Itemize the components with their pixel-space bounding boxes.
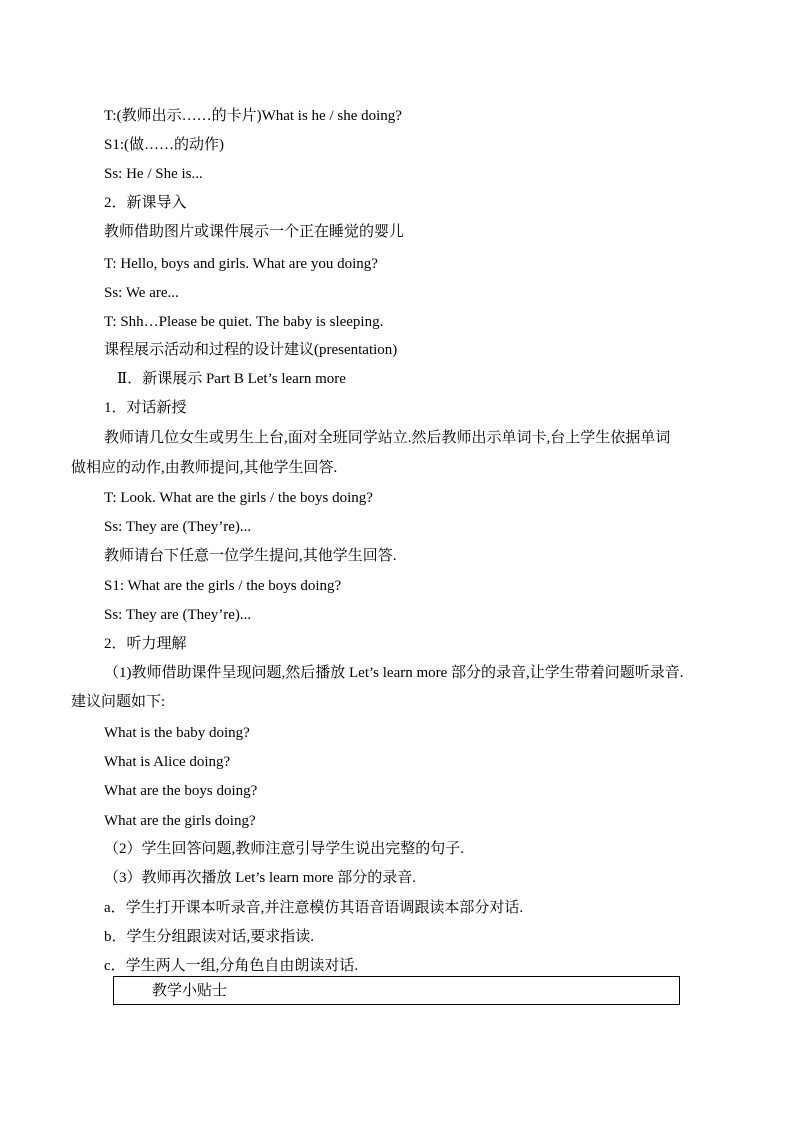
section-heading: 1．对话新授 [104, 400, 187, 416]
text-line: T: Shh…Please be quiet. The baby is sleeping. [104, 314, 384, 330]
text-line: What are the boys doing? [104, 783, 258, 799]
text-line: （2）学生回答问题,教师注意引导学生说出完整的句子. [104, 841, 465, 857]
text-line: 做相应的动作,由教师提问,其他学生回答. [71, 460, 338, 476]
text-line: What are the girls doing? [104, 813, 256, 829]
text-line: S1:(做……的动作) [104, 137, 225, 153]
section-heading: Ⅱ．新课展示 Part B Let’s learn more [117, 371, 346, 387]
text-line: T: Look. What are the girls / the boys doing? [104, 490, 373, 506]
section-heading: 2．新课导入 [104, 195, 187, 211]
teaching-tip-label: 教学小贴士 [152, 983, 228, 999]
text-line: c．学生两人一组,分角色自由朗读对话. [104, 958, 359, 974]
text-line: 教师借助图片或课件展示一个正在睡觉的婴儿 [104, 224, 405, 240]
text-line: b．学生分组跟读对话,要求指读. [104, 929, 315, 945]
text-line: （1)教师借助课件呈现问题,然后播放 Let’s learn more 部分的录音,让学生带着问题听录音. [104, 665, 684, 681]
text-line: T: Hello, boys and girls. What are you doing? [104, 256, 378, 272]
text-line: a．学生打开课本听录音,并注意模仿其语音语调跟读本部分对话. [104, 900, 524, 916]
text-line: （3）教师再次播放 Let’s learn more 部分的录音. [104, 870, 417, 886]
text-line: Ss: We are... [104, 285, 179, 301]
text-line: 教师请台下任意一位学生提问,其他学生回答. [104, 548, 397, 564]
text-line: 教师请几位女生或男生上台,面对全班同学站立.然后教师出示单词卡,台上学生依据单词 [104, 430, 671, 446]
text-line: 建议问题如下: [71, 694, 166, 710]
text-line: T:(教师出示……的卡片)What is he / she doing? [104, 108, 402, 124]
text-line: Ss: They are (They’re)... [104, 607, 252, 623]
text-line: What is Alice doing? [104, 754, 231, 770]
text-line: S1: What are the girls / the boys doing? [104, 578, 342, 594]
teaching-tip-box [113, 976, 680, 1005]
text-line: Ss: He / She is... [104, 166, 203, 182]
section-heading: 2．听力理解 [104, 636, 187, 652]
text-line: Ss: They are (They’re)... [104, 519, 252, 535]
text-line: 课程展示活动和过程的设计建议(presentation) [104, 342, 398, 358]
text-line: What is the baby doing? [104, 725, 250, 741]
